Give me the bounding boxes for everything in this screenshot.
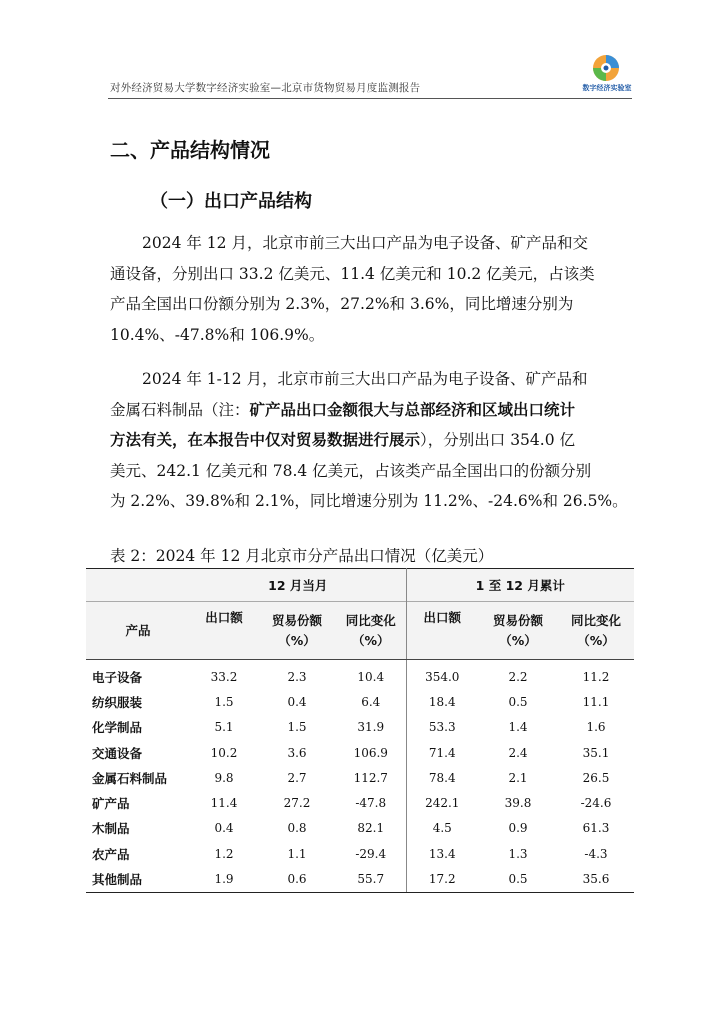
cell-cum-export: 18.4 bbox=[428, 694, 456, 709]
cell-cum-yoy: -4.3 bbox=[584, 846, 608, 861]
paragraph-line: 10.4%、-47.8%和 106.9%。 bbox=[110, 325, 325, 344]
col-header-text: 贸易份额 bbox=[492, 612, 543, 628]
col-header-share bbox=[478, 602, 558, 660]
cell-cum-share: 1.3 bbox=[508, 846, 528, 861]
cell-month-yoy: 6.4 bbox=[336, 689, 406, 714]
paragraph-text: 金属石料制品（注： bbox=[110, 400, 250, 419]
cell-month-yoy: 106.9 bbox=[336, 740, 406, 765]
paragraph-line: 为 2.2%、39.8%和 2.1%，同比增速分别为 11.2%、-24.6%和 26.5%。 bbox=[110, 492, 628, 510]
cell-month-yoy: 82.1 bbox=[336, 816, 406, 841]
paragraph-line: 通设备，分别出口 33.2 亿美元、11.4 亿美元和 10.2 亿美元，占该类 bbox=[110, 264, 595, 283]
section-heading: 二、产品结构情况 bbox=[110, 138, 270, 162]
cell-month-export: 0.4 bbox=[214, 821, 234, 836]
col-header-unit: （%） bbox=[278, 632, 316, 648]
table-row bbox=[86, 715, 634, 740]
cell-cum-share: 0.5 bbox=[508, 694, 528, 709]
table-row bbox=[86, 841, 634, 866]
cell-cum-yoy: 35.1 bbox=[582, 745, 610, 760]
cell-month-share: 2.7 bbox=[287, 770, 307, 785]
col-header-yoy bbox=[558, 602, 634, 660]
cell-cum-yoy: 61.3 bbox=[582, 821, 610, 836]
export-by-product-table bbox=[86, 568, 634, 893]
paragraph-line bbox=[110, 425, 626, 456]
cell-month-export: 5.1 bbox=[214, 720, 234, 735]
cell-cum-export: 17.2 bbox=[406, 866, 478, 892]
cell-month-yoy: 112.7 bbox=[336, 765, 406, 790]
paragraph-text: ），分别出口 354.0 亿 bbox=[420, 431, 575, 449]
paragraph-line: 美元、242.1 亿美元和 78.4 亿美元，占该类产品全国出口的份额分别 bbox=[110, 461, 592, 480]
cell-month-yoy: -29.4 bbox=[336, 841, 406, 866]
cell-product: 化学制品 bbox=[92, 720, 143, 736]
group-header-month: 12 月当月 bbox=[190, 569, 406, 602]
cell-cum-export: 78.4 bbox=[428, 770, 456, 785]
col-header-share bbox=[258, 602, 336, 660]
paragraph-annual bbox=[110, 364, 626, 517]
cell-month-export: 1.9 bbox=[190, 866, 258, 892]
cell-month-yoy: -47.8 bbox=[336, 790, 406, 815]
cell-cum-export: 354.0 bbox=[425, 669, 460, 684]
col-header-export: 出口额 bbox=[190, 602, 258, 660]
table-row bbox=[86, 816, 634, 841]
cell-cum-yoy: 26.5 bbox=[582, 770, 610, 785]
cell-cum-share: 2.4 bbox=[508, 745, 528, 760]
cell-product: 木制品 bbox=[92, 821, 130, 837]
cell-month-share: 2.3 bbox=[287, 669, 307, 684]
table-row bbox=[86, 740, 634, 765]
cell-product: 交通设备 bbox=[92, 745, 143, 761]
paragraph-note-bold: 方法有关，在本报告中仅对贸易数据进行展示 bbox=[110, 431, 421, 449]
table-row bbox=[86, 689, 634, 714]
cell-month-share: 0.6 bbox=[258, 866, 336, 892]
table-row bbox=[86, 866, 634, 892]
paragraph-line: 2024 年 1-12 月，北京市前三大出口产品为电子设备、矿产品和 bbox=[142, 370, 588, 388]
cell-cum-export: 4.5 bbox=[432, 821, 452, 836]
cell-cum-yoy: 1.6 bbox=[586, 720, 606, 735]
col-header-text: 同比变化 bbox=[345, 612, 396, 628]
cell-product: 矿产品 bbox=[92, 796, 130, 812]
cell-cum-yoy: 11.2 bbox=[582, 669, 610, 684]
group-header-cumulative: 1 至 12 月累计 bbox=[406, 569, 634, 602]
paragraph-line: 产品全国出口份额分别为 2.3%，27.2%和 3.6%，同比增速分别为 bbox=[110, 295, 574, 313]
cell-cum-share: 0.5 bbox=[478, 866, 558, 892]
cell-cum-share: 1.4 bbox=[508, 720, 528, 735]
col-header-unit: （%） bbox=[351, 632, 390, 648]
paragraph-note-bold: 矿产品出口金额很大与总部经济和区域出口统计 bbox=[249, 400, 576, 419]
paragraph-monthly bbox=[110, 228, 626, 350]
lab-logo-text: 数字经济实验室 bbox=[582, 84, 632, 92]
col-header-export: 出口额 bbox=[406, 602, 478, 660]
cell-product: 电子设备 bbox=[92, 669, 143, 685]
cell-month-export: 33.2 bbox=[210, 669, 238, 684]
cell-product: 纺织服装 bbox=[92, 694, 143, 710]
cell-cum-yoy: -24.6 bbox=[580, 796, 612, 811]
cell-cum-yoy: 11.1 bbox=[582, 694, 610, 709]
cell-month-export: 1.2 bbox=[214, 846, 234, 861]
table-caption: 表 2：2024 年 12 月北京市分产品出口情况（亿美元） bbox=[110, 547, 494, 565]
col-header-product: 产品 bbox=[86, 602, 190, 660]
paragraph-line: 2024 年 12 月，北京市前三大出口产品为电子设备、矿产品和交 bbox=[142, 234, 588, 252]
cell-product: 其他制品 bbox=[86, 866, 190, 892]
cell-month-export: 1.5 bbox=[214, 694, 234, 709]
cell-month-export: 9.8 bbox=[214, 770, 234, 785]
cell-cum-share: 2.1 bbox=[508, 770, 528, 785]
col-header-yoy bbox=[336, 602, 406, 660]
col-header-unit: （%） bbox=[577, 632, 615, 648]
cell-month-export: 11.4 bbox=[210, 796, 238, 811]
cell-cum-share: 0.9 bbox=[508, 821, 528, 836]
cell-month-share: 1.5 bbox=[287, 720, 307, 735]
section-subheading: （一）出口产品结构 bbox=[150, 191, 312, 212]
table-row bbox=[86, 660, 634, 690]
paragraph-line bbox=[110, 395, 626, 426]
cell-cum-export: 13.4 bbox=[428, 846, 456, 861]
col-header-text: 贸易份额 bbox=[271, 612, 322, 628]
col-header-text: 同比变化 bbox=[570, 612, 621, 628]
header-divider bbox=[108, 98, 632, 99]
cell-month-share: 1.1 bbox=[287, 846, 307, 861]
cell-product: 金属石料制品 bbox=[92, 770, 168, 786]
report-header-title: 对外经济贸易大学数字经济实验室—北京市货物贸易月度监测报告 bbox=[110, 82, 421, 94]
table-row bbox=[86, 765, 634, 790]
cell-cum-share: 2.2 bbox=[508, 669, 528, 684]
cell-product: 农产品 bbox=[92, 846, 130, 862]
cell-month-share: 3.6 bbox=[287, 745, 307, 760]
cell-month-share: 0.8 bbox=[287, 821, 307, 836]
col-header-unit: （%） bbox=[499, 632, 537, 648]
cell-cum-export: 242.1 bbox=[425, 796, 460, 811]
cell-cum-export: 71.4 bbox=[428, 745, 456, 760]
cell-month-yoy: 31.9 bbox=[336, 715, 406, 740]
header-blank bbox=[86, 569, 190, 602]
cell-month-share: 0.4 bbox=[287, 694, 307, 709]
cell-month-yoy: 55.7 bbox=[336, 866, 406, 892]
cell-cum-yoy: 35.6 bbox=[558, 866, 634, 892]
cell-cum-share: 39.8 bbox=[504, 796, 532, 811]
cell-cum-export: 53.3 bbox=[428, 720, 456, 735]
cell-month-share: 27.2 bbox=[283, 796, 311, 811]
cell-month-yoy: 10.4 bbox=[336, 660, 406, 690]
cell-month-export: 10.2 bbox=[210, 745, 238, 760]
table-row bbox=[86, 790, 634, 815]
